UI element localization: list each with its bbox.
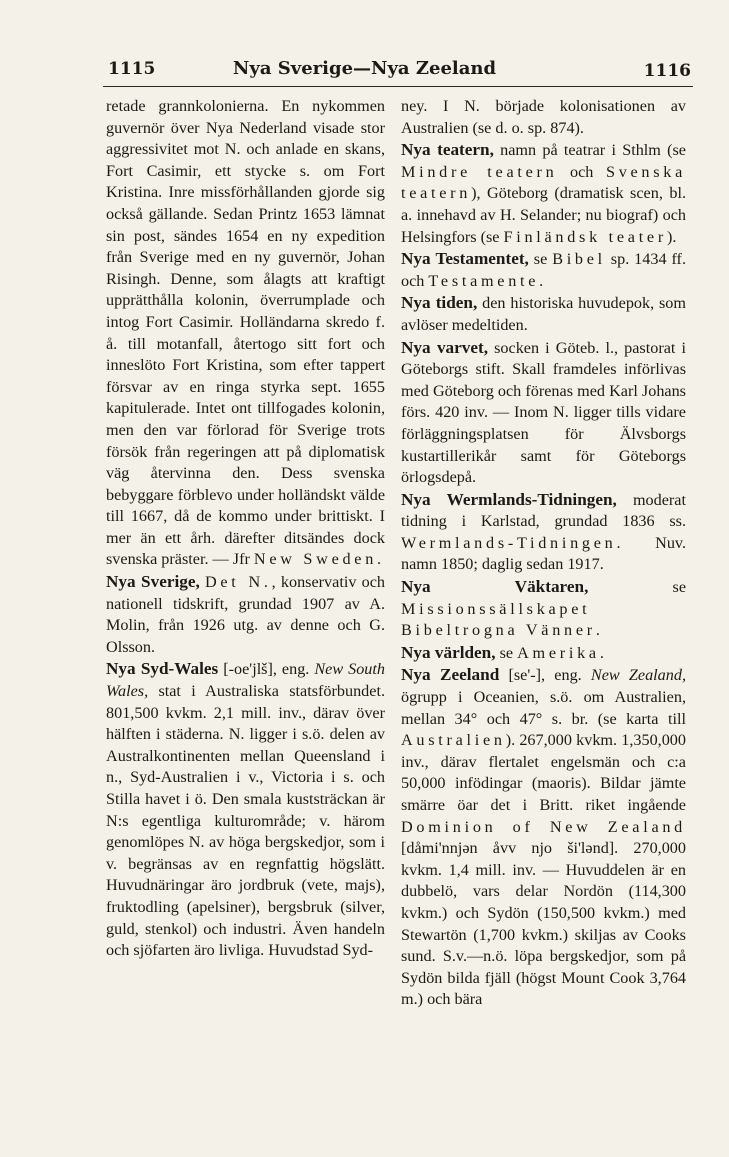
entry-headword: Nya Sverige, — [106, 572, 200, 592]
entry-text: sp. 1434 ff. och — [401, 250, 686, 290]
entry-english-name: New Zealand, — [590, 666, 686, 685]
cross-reference: Missionssällskapet Bibeltrogna Vänner — [401, 599, 596, 640]
entry-headword: Nya Wermlands-Tidningen, — [401, 489, 617, 509]
entry-text: stat i Australiska statsförbundet. 801,500 kvkm. 2,1 mill. inv., därav över hälften i städerna. N. ligger i s.ö. delen av Australkontinenten mellan Queensland i n., Syd-Australien i v., Victoria i s. och Stilla havet i ö. Den smala kuststräckan är N:s egentliga kulturområde; v. härom genomlöpes N. av höga bergskedjor, som i v. begränsas av en regnfattig högslätt. Huvudnäringar äro jordbruk (vete, majs), fruktodling (apelsiner), bergsbruk (silver, guld, stenkol) och industri. Även handeln och sjöfarten äro livliga. Huvudstad Syd- — [106, 682, 385, 960]
entry-nya-syd-wales — [106, 658, 385, 961]
cross-reference: Amerika — [517, 643, 600, 662]
entry-headword: Nya Väktaren, — [401, 577, 589, 597]
cross-reference: Finländsk teater — [503, 227, 667, 246]
entry-nya-testamentet — [401, 248, 686, 292]
cross-reference: Wermlands-Tidningen — [401, 533, 617, 552]
entry-text: se — [588, 578, 686, 597]
entry-text: . — [595, 621, 600, 640]
entry-english-name: New South Wales, — [106, 660, 385, 701]
entry-text: . — [539, 271, 544, 290]
entry-headword: Nya teatern, — [401, 140, 494, 160]
entry-headword: Nya Syd-Wales — [106, 659, 219, 679]
paragraph-end: . — [377, 550, 382, 569]
entry-text: ), Göteborg (dramatisk scen, bl. a. innehavd av H. Selander; nu biograf) och Helsingfors (se — [401, 184, 686, 246]
paragraph-syd-wales-continued: ney. I N. började kolonisationen av Australien (se d. o. sp. 874). — [401, 97, 686, 137]
paragraph-text: retade grannkolonierna. En nykommen guvernör över Nya Nederland visade stor aggressivitet mot N. och anlade en skans, Fort Casimir, ett stycke s. om Fort Kristina. Inre missförhållanden gjorde sig också gällande. Sedan Printz 1653 lämnat sin post, sändes 1654 en ny expedition från Sverige med en ny guvernör, Johan Risingh. Denne, som ålagts att kraftigt upprätthålla kolonin, överrumplade och intog Fort Casimir. Holländarna skredo f. å. till motanfall, återtogo sitt fort och inneslöto Fort Kristina, som efter tappert försvar av en ringa styrka sept. 1655 kapitulerade. Intet ont tillfogades kolonin, men den var förlorad för Sverige trots försök från regeringen att på diplomatisk väg återvinna den. Dess svenska bebyggare förblevo under holländskt välde till 1667, då de kommo under brittiskt. I mer än ett årh. därefter ditsändes dock svenska präster. — Jfr — [106, 97, 385, 569]
cross-reference: Det N. — [204, 573, 272, 592]
page-header — [0, 0, 729, 84]
entry-headword: Nya varvet, — [401, 337, 489, 357]
entry-nya-tiden — [401, 292, 686, 336]
entry-nya-wermlands-tidningen — [401, 489, 686, 576]
entry-text: ögrupp i Oceanien, s.ö. om Australien, mellan 34° och 47° s. br. (se karta till — [401, 688, 686, 728]
entry-headword: Nya Testamentet, — [401, 249, 529, 269]
entry-text: . — [599, 643, 604, 662]
cross-reference: Testamente — [428, 271, 540, 290]
entry-text: [dåmi'nnjən åvv njo ši'lənd]. 270,000 kvkm. 1,4 mill. inv. — Huvuddelen är en dubbelö, vars delar Nordön (114,300 kvkm.) och Sydön (150,500 kvkm.) med Stewartön (1,700 kvkm.) skiljas av Cooks sund. S.v.—n.ö. löpa bergskedjor, som på Sydön bilda fjäll (högst Mount Cook 3,764 m.) och bära — [401, 839, 686, 1009]
entry-text: och — [557, 162, 606, 181]
entry-text: . Nuv. namn 1850; daglig sedan 1917. — [401, 533, 686, 574]
entry-nya-zeeland — [401, 664, 686, 1011]
running-title: Nya Sverige—Nya Zeeland — [232, 58, 497, 79]
entry-text: se — [495, 643, 518, 662]
entry-headword: Nya Zeeland — [401, 665, 500, 685]
entry-text: moderat tidning i Karlstad, grundad 1836 ss. — [401, 490, 686, 531]
entry-pronunciation: [se'-], eng. — [499, 666, 591, 685]
cross-reference: Australien — [401, 731, 506, 750]
entry-text: se — [528, 250, 553, 269]
entry-nya-sverige — [106, 571, 385, 658]
cross-reference: Mindre teatern — [401, 162, 558, 181]
cross-reference: Bibel — [552, 250, 606, 269]
cross-reference: New Sweden — [253, 550, 378, 569]
header-rule — [103, 86, 693, 87]
right-column — [401, 96, 686, 1011]
cross-reference: Svenska teatern — [401, 162, 687, 203]
entry-nya-varvet — [401, 337, 686, 489]
entry-text: , konservativ och nationell tidskrift, grundad 1907 av A. Molin, från 1926 utg. av denne och G. Olsson. — [106, 573, 385, 656]
entry-text: den historiska huvudepok, som avlöser medeltiden. — [401, 294, 686, 334]
entry-headword: Nya världen, — [401, 642, 496, 662]
page-number-left: 1115 — [108, 59, 156, 79]
entry-text: namn på teatrar i Sthlm (se — [493, 141, 686, 160]
paragraph-nya-sverige-continued — [106, 96, 385, 571]
entry-text: ). — [666, 227, 677, 246]
entry-nya-teatern — [401, 139, 686, 248]
entry-nya-vaktaren — [401, 576, 686, 642]
page-number-right: 1116 — [643, 61, 691, 81]
cross-reference: Dominion of New Zealand — [401, 817, 686, 836]
entry-text: socken i Göteb. l., pastorat i Göteborgs stift. Skall framdeles införlivas med Göteborg och förenas med Karl Johans förs. 420 inv. — Inom N. ligger tills vidare förläggningsplatsen för Älvsborgs kustartillerikår samt för Göteborgs örlogsdepå. — [401, 338, 686, 487]
entry-nya-varlden — [401, 642, 686, 665]
left-column — [106, 96, 385, 962]
entry-text: ). 267,000 kvkm. 1,350,000 inv., därav flertalet engelsmän och c:a 50,000 infödingar (maoris). Bildar jämte smärre öar det i Britt. riket ingående — [401, 731, 686, 814]
entry-pronunciation: [-oe'jlš], eng. — [218, 660, 315, 679]
entry-headword: Nya tiden, — [401, 293, 478, 313]
